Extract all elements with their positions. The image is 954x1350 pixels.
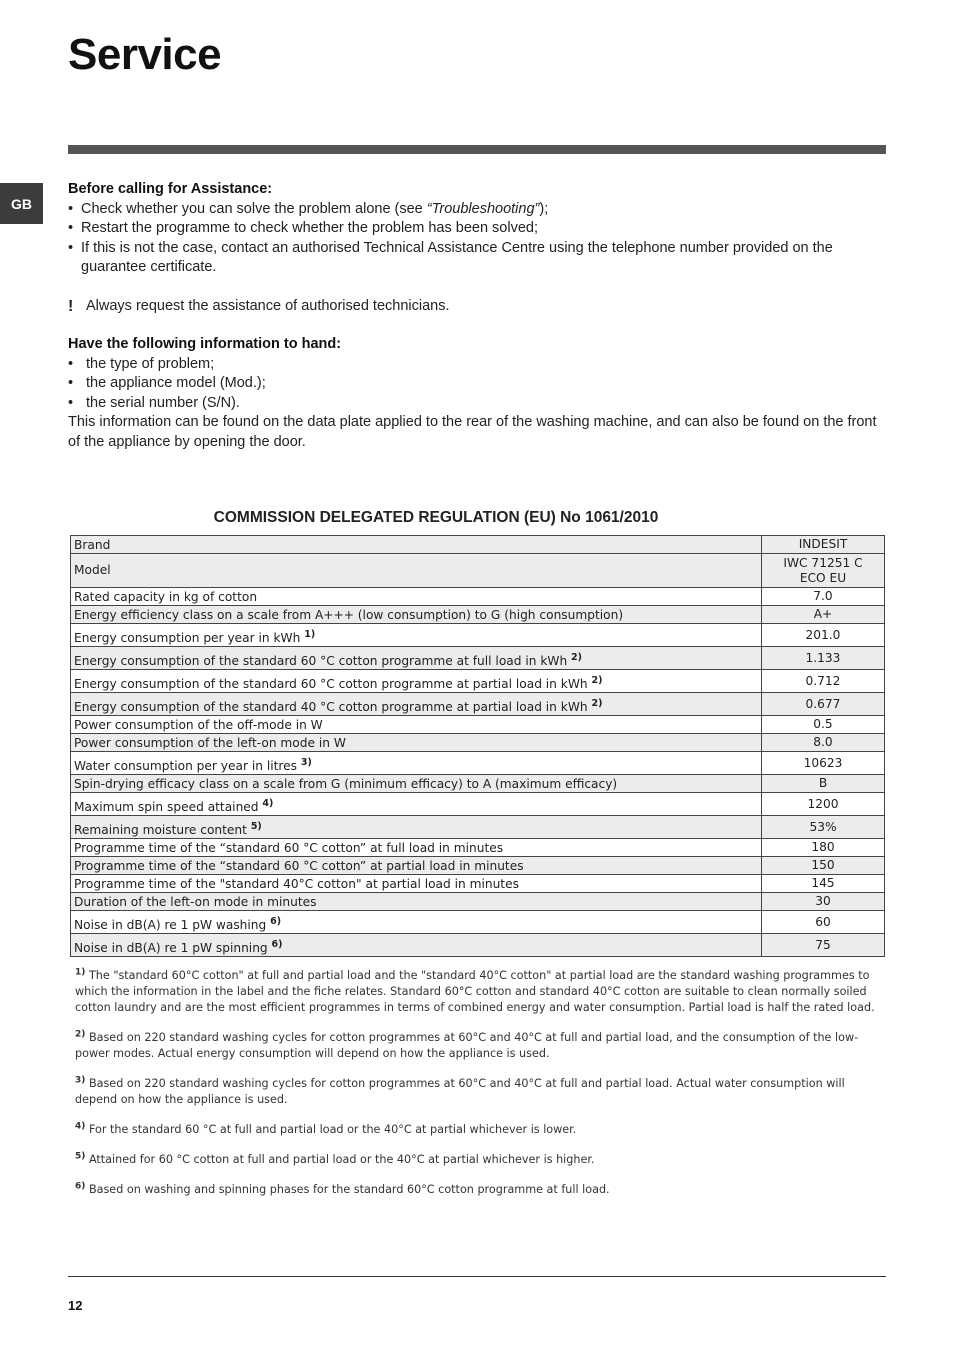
- fiche-label-cell: [71, 816, 762, 839]
- note-text: Always request the assistance of authorised technicians.: [86, 297, 450, 314]
- table-row: [71, 893, 885, 911]
- page-number: 12: [68, 1298, 83, 1313]
- table-row: [71, 647, 885, 670]
- exclamation-icon: !: [68, 297, 74, 315]
- footnote-text: The "standard 60°C cotton" at full and partial load and the "standard 40°C cotton" at partial load are the standard washing programmes to which the information in the label and the fiche relates. Standard 60°C cotton and standard 40°C cotton are suitable to clean normally soiled cotton laundry and are the most efficient programmes in terms of combined energy and water consumption. Partial load is half the rated load.: [75, 969, 875, 1014]
- table-row: [71, 606, 885, 624]
- list-item: • the appliance model (Mod.);: [68, 374, 886, 394]
- table-row: [71, 911, 885, 934]
- fiche-label-cell: [71, 875, 762, 893]
- fiche-value-cell: [762, 693, 885, 716]
- fiche-label: Brand: [74, 538, 111, 552]
- info-heading: Have the following information to hand:: [68, 336, 342, 352]
- title-divider: [68, 145, 886, 154]
- regulation-title: COMMISSION DELEGATED REGULATION (EU) No 1061/2010: [213, 509, 659, 526]
- list-item: • the serial number (S/N).: [68, 394, 886, 414]
- fiche-label-cell: [71, 536, 762, 554]
- fiche-value-cell: [762, 816, 885, 839]
- fiche-value: B: [818, 776, 828, 790]
- fiche-value: 0.5: [813, 717, 833, 731]
- language-tab: GB: [0, 183, 43, 224]
- footnote-mark: 2): [75, 1029, 86, 1040]
- footnote-mark: 6): [75, 1181, 86, 1192]
- fiche-value: INDESIT: [798, 537, 848, 551]
- table-row: [71, 793, 885, 816]
- table-row: [71, 857, 885, 875]
- fiche-label-cell: [71, 793, 762, 816]
- fiche-value: 10623: [803, 755, 843, 770]
- list-item: • the type of problem;: [68, 355, 886, 375]
- table-row: [71, 670, 885, 693]
- fiche-label: Energy consumption per year in kWh: [74, 631, 301, 645]
- fiche-value: 201.0: [805, 627, 841, 642]
- footnote: [75, 1182, 875, 1198]
- fiche-label: Energy consumption of the standard 60 °C cotton programme at full load in kWh: [74, 654, 568, 668]
- footnote-mark: 1): [75, 967, 86, 978]
- footnote-text: Based on 220 standard washing cycles for cotton programmes at 60°C and 40°C at full and partial load, and the consumption of the low-power modes. Actual energy consumption will depend on how the appliance is used.: [75, 1031, 859, 1060]
- footnote-mark: 3): [75, 1075, 86, 1086]
- warning-note: [68, 297, 886, 317]
- assistance-list: [68, 200, 886, 278]
- fiche-label: Rated capacity in kg of cotton: [74, 590, 258, 604]
- fiche-value-cell: [762, 857, 885, 875]
- footnotes: [75, 968, 875, 1212]
- table-row: [71, 816, 885, 839]
- fiche-value: 75: [815, 937, 831, 952]
- footnote-ref: 6): [271, 938, 283, 950]
- fiche-value: 150: [811, 858, 835, 872]
- fiche-value-cell: [762, 775, 885, 793]
- table-row: [71, 875, 885, 893]
- footnote-ref: 4): [262, 797, 274, 809]
- fiche-label-cell: [71, 752, 762, 775]
- list-item: [68, 200, 886, 220]
- fiche-label-cell: [71, 911, 762, 934]
- fiche-label-cell: [71, 588, 762, 606]
- table-row: [71, 934, 885, 957]
- item-text: );: [539, 200, 549, 217]
- troubleshooting-reference: “Troubleshooting”: [426, 200, 540, 217]
- fiche-label: Power consumption of the left-on mode in W: [74, 736, 346, 750]
- fiche-label-cell: [71, 647, 762, 670]
- table-row: [71, 839, 885, 857]
- footnote: [75, 968, 875, 1016]
- fiche-label: Water consumption per year in litres: [74, 759, 297, 773]
- footnote-text: Based on 220 standard washing cycles for cotton programmes at 60°C and 40°C at full and partial load. Actual water consumption will depend on how the appliance is used.: [75, 1077, 845, 1106]
- footnote-ref: 2): [591, 674, 603, 686]
- fiche-value: 0.712: [805, 673, 841, 688]
- fiche-label-cell: [71, 670, 762, 693]
- fiche-label: Programme time of the “standard 60 °C cotton” at partial load in minutes: [74, 859, 524, 873]
- fiche-value: 1200: [807, 796, 839, 811]
- info-list: [68, 355, 886, 414]
- page-title: Service: [68, 30, 222, 79]
- footnote: [75, 1076, 875, 1108]
- fiche-value: A+: [813, 607, 833, 621]
- fiche-label: Energy efficiency class on a scale from A+++ (low consumption) to G (high consumption): [74, 608, 624, 622]
- info-section: [68, 335, 886, 452]
- footnote-mark: 5): [75, 1151, 86, 1162]
- fiche-label-cell: [71, 624, 762, 647]
- footnote: [75, 1122, 875, 1138]
- fiche-value: 0.677: [805, 696, 841, 711]
- footer-divider: [68, 1276, 886, 1277]
- fiche-label-cell: [71, 693, 762, 716]
- fiche-value-cell: [762, 536, 885, 554]
- fiche-label-cell: [71, 893, 762, 911]
- fiche-value: 180: [811, 840, 835, 854]
- table-row: [71, 752, 885, 775]
- fiche-label: Programme time of the "standard 40°C cotton" at partial load in minutes: [74, 877, 519, 891]
- fiche-value: 60: [815, 914, 831, 929]
- footnote-ref: 6): [270, 915, 282, 927]
- fiche-value: 1.133: [805, 650, 841, 665]
- fiche-label-cell: [71, 716, 762, 734]
- fiche-value-cell: [762, 606, 885, 624]
- fiche-label: Energy consumption of the standard 40 °C cotton programme at partial load in kWh: [74, 700, 588, 714]
- footnote-ref: 5): [250, 820, 262, 832]
- list-item: • Restart the programme to check whether the problem has been solved;: [68, 219, 886, 239]
- table-row: [71, 716, 885, 734]
- fiche-value-cell: [762, 554, 885, 588]
- footnote-text: Based on washing and spinning phases for the standard 60°C cotton programme at full load.: [88, 1183, 610, 1196]
- fiche-value-cell: [762, 734, 885, 752]
- table-row: [71, 554, 885, 588]
- fiche-value-cell: [762, 893, 885, 911]
- fiche-label: Spin-drying efficacy class on a scale from G (minimum efficacy) to A (maximum efficacy): [74, 777, 618, 791]
- footnote-ref: 2): [571, 651, 582, 663]
- footnote-text: For the standard 60 °C at full and partial load or the 40°C at partial whichever is lower.: [88, 1123, 577, 1136]
- table-row: [71, 624, 885, 647]
- fiche-value: IWC 71251 C: [783, 555, 863, 570]
- table-row: [71, 734, 885, 752]
- fiche-label-cell: [71, 734, 762, 752]
- fiche-value-line2: ECO EU: [799, 570, 847, 585]
- fiche-label-cell: [71, 606, 762, 624]
- fiche-label-cell: [71, 554, 762, 588]
- fiche-label: Power consumption of the off-mode in W: [74, 718, 323, 732]
- fiche-label-cell: [71, 857, 762, 875]
- service-text: [68, 180, 886, 452]
- fiche-label: Duration of the left-on mode in minutes: [74, 895, 317, 909]
- fiche-label: Energy consumption of the standard 60 °C cotton programme at partial load in kWh: [74, 677, 588, 691]
- table-row: [71, 588, 885, 606]
- footnote-ref: 2): [591, 697, 603, 709]
- fiche-value-cell: [762, 670, 885, 693]
- fiche-label: Noise in dB(A) re 1 pW washing: [74, 918, 267, 932]
- footnote-ref: 1): [304, 628, 316, 640]
- fiche-label-cell: [71, 775, 762, 793]
- fiche-value-cell: [762, 647, 885, 670]
- fiche-label: Model: [74, 563, 111, 577]
- fiche-value: 145: [811, 876, 835, 890]
- fiche-value-cell: [762, 934, 885, 957]
- fiche-label: Maximum spin speed attained: [74, 800, 259, 814]
- fiche-value-cell: [762, 839, 885, 857]
- fiche-value-cell: [762, 752, 885, 775]
- assistance-heading: Before calling for Assistance:: [68, 181, 273, 197]
- fiche-label-cell: [71, 839, 762, 857]
- footnote-ref: 3): [300, 756, 312, 768]
- fiche-value-cell: [762, 716, 885, 734]
- list-item: • If this is not the case, contact an authorised Technical Assistance Centre using the telephone number provided on the guarantee certificate.: [68, 239, 886, 278]
- table-row: [71, 693, 885, 716]
- fiche-label: Noise in dB(A) re 1 pW spinning: [74, 941, 268, 955]
- fiche-value: 7.0: [813, 589, 833, 603]
- fiche-value: 30: [815, 894, 831, 908]
- footnote: [75, 1152, 875, 1168]
- fiche-value: 53%: [809, 819, 837, 834]
- product-fiche-table: [70, 535, 885, 957]
- fiche-value-cell: [762, 875, 885, 893]
- fiche-value-cell: [762, 588, 885, 606]
- footnote: [75, 1030, 875, 1062]
- fiche-label: Programme time of the “standard 60 °C cotton” at full load in minutes: [74, 841, 504, 855]
- fiche-label: Remaining moisture content: [74, 823, 247, 837]
- footnote-text: Attained for 60 °C cotton at full and partial load or the 40°C at partial whichever is higher.: [88, 1153, 595, 1166]
- fiche-value-cell: [762, 793, 885, 816]
- fiche-value-cell: [762, 624, 885, 647]
- item-text: Check whether you can solve the problem alone (see: [81, 200, 427, 217]
- table-row: [71, 536, 885, 554]
- footnote-mark: 4): [75, 1121, 86, 1132]
- fiche-value-cell: [762, 911, 885, 934]
- info-paragraph: This information can be found on the data plate applied to the rear of the washing machine, and can also be found on the front of the appliance by opening the door.: [68, 414, 877, 450]
- fiche-value: 8.0: [813, 735, 833, 749]
- fiche-label-cell: [71, 934, 762, 957]
- table-row: [71, 775, 885, 793]
